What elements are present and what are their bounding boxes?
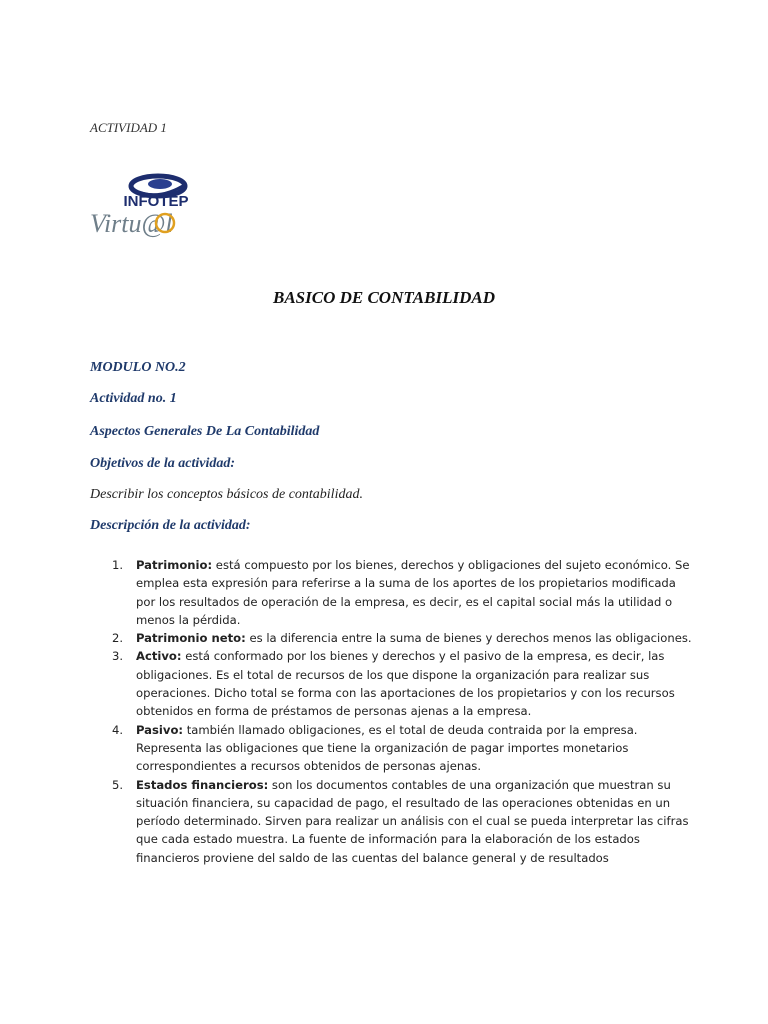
logo-text-bottom: Virtu@l [90, 209, 173, 238]
heading-modulo: MODULO NO.2 [90, 360, 186, 375]
heading-objetivos: Objetivos de la actividad: [90, 456, 236, 471]
list-item-text: también llamado obligaciones, es el total de deuda contraida por la empresa. Representa las obligaciones que tiene la organización de pagar importes monetarios correspondientes a recursos obtenidos de personas ajenas. [136, 722, 638, 774]
list-item [112, 556, 692, 629]
list-item-term: Pasivo: [136, 722, 184, 737]
document-title: BASICO DE CONTABILIDAD [272, 288, 495, 307]
concepts-list [112, 556, 692, 867]
list-item-term: Patrimonio neto: [136, 631, 246, 646]
heading-aspectos: Aspectos Generales De La Contabilidad [90, 424, 320, 439]
heading-actividad: Actividad no. 1 [90, 391, 177, 406]
list-item-term: Patrimonio: [136, 558, 213, 572]
header-label: ACTIVIDAD 1 [90, 120, 167, 135]
list-item-text: son los documentos contables de una organización que muestran su situación financiera, su capacidad de pago, el resultado de las operaciones obtenidas en un período determinado. Sirven para realizar un análisis con el cual se pueda interpretar las cifras que cada estado muestra. La fuente de información para la elaboración de los estados financieros proviene del saldo de las cuentas del balance general y de resultados [136, 777, 689, 865]
logo-text-top: INFOTEP [123, 193, 189, 210]
objetivo-text: Describir los conceptos básicos de contabilidad. [90, 487, 363, 502]
list-item-text: está conformado por los bienes y derechos y el pasivo de la empresa, es decir, las obligaciones. Es el total de recursos de los que dispone la organización para realizar sus operaciones. Dicho total se forma con las aportaciones de los propietarios y con los recursos obtenidos en forma de préstamos de personas ajenas a la empresa. [136, 649, 675, 719]
list-item [112, 647, 692, 720]
list-item-number: 2. [112, 631, 124, 646]
list-item-number: 1. [112, 558, 124, 572]
heading-descripcion: Descripción de la actividad: [90, 518, 251, 533]
list-item [112, 629, 692, 647]
list-item-number: 5. [112, 777, 124, 792]
list-item [112, 721, 692, 776]
list-item-number: 4. [112, 722, 124, 737]
list-item-term: Activo: [136, 649, 182, 664]
list-item-text: está compuesto por los bienes, derechos y obligaciones del sujeto económico. Se emplea esta expresión para referirse a la suma de los aportes de los propietarios modificada por los resultados de operación de la empresa, es decir, es el capital social más la utilidad o menos la pérdida. [136, 558, 690, 627]
list-item [112, 776, 692, 867]
list-item-term: Estados financieros: [136, 777, 269, 792]
infotep-virtual-logo [88, 170, 200, 240]
list-item-text: es la diferencia entre la suma de bienes y derechos menos las obligaciones. [245, 631, 692, 646]
list-item-number: 3. [112, 649, 124, 664]
